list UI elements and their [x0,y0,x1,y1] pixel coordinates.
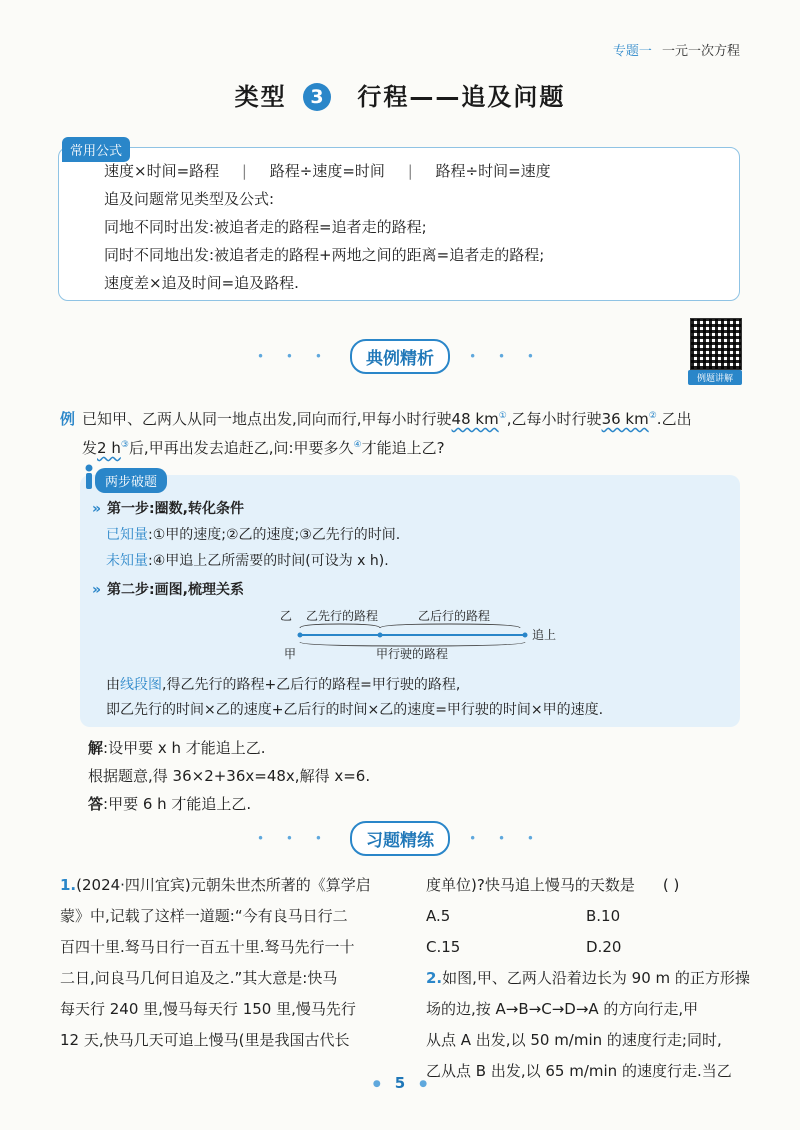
unknown-text: :④甲追上乙所需要的时间(可设为 x h). [148,553,389,569]
formula-line-5: 速度差×追及时间=追及路程. [104,274,299,292]
example-text: ,乙每小时行驶 [506,410,602,428]
options-row [426,932,756,963]
exercise-line: 二日,问良马几何日追及之.”其大意是:快马 [60,969,338,987]
relation-line-2: 即乙先行的时间×乙的速度+乙后行的时间×乙的速度=甲行驶的时间×甲的速度. [106,702,604,718]
relation-line-1 [106,674,460,694]
diagram-label-jia-path: 甲行驶的路程 [376,647,449,661]
example-text: 已知甲、乙两人从同一地点出发,同向而行,甲每小时行驶 [82,410,452,428]
exercise-line: 从点 A 出发,以 50 m/min 的速度行走;同时, [426,1031,722,1049]
segment-diagram [280,602,580,662]
known-line [106,524,400,544]
banner-dots-left: • • • [257,831,331,846]
step2-title [92,579,244,599]
exercise-line: 蒙》中,记载了这样一道题:“今有良马日行二 [60,907,348,925]
page-title [0,77,800,112]
example-text: 后,甲再出发去追赶乙,问:甲要多久 [128,439,354,457]
diagram-label-yi-later: 乙后行的路程 [418,609,491,623]
arrow-icon: » [92,501,102,517]
exercise-right-column [426,870,756,1087]
diagram-label-jia: 甲 [284,647,297,661]
separator: | [407,162,413,180]
page-number [0,1074,800,1092]
option-a[interactable]: A.5 [426,907,451,925]
exercise-line: 百四十里.驽马日行一百五十里.驽马先行一十 [60,938,355,956]
exercise-line: 乙从点 B 出发,以 65 m/min 的速度行走.当乙 [426,1062,732,1080]
exercise-line: 每天行 240 里,慢马每天行 150 里,慢马先行 [60,1000,356,1018]
arrow-icon: » [92,582,102,598]
formula-line-4: 同时不同地出发:被追者走的路程+两地之间的距离=追者走的路程; [104,246,545,264]
circled-value: 36 km [601,410,649,428]
solution-line-2: 根据题意,得 36×2+36x=48x,解得 x=6. [88,767,371,785]
brace-yi-later [380,624,520,628]
point-catch [523,633,528,638]
brace-jia [300,642,525,646]
relation-highlight: 线段图 [120,677,162,693]
option-c[interactable]: C.15 [426,938,461,956]
banner-dots-left: • • • [257,349,331,364]
banner-examples [0,339,800,374]
title-number-badge: 3 [303,83,331,111]
answer-blank[interactable]: ( ) [662,876,680,894]
option-d[interactable]: D.20 [586,938,622,956]
marker: ① [498,411,507,421]
question-number: 1. [60,876,77,894]
relation-text: 由 [106,677,120,693]
formula-line-3: 同地不同时出发:被追者走的路程=追者走的路程; [104,218,427,236]
exercise-line [60,870,395,901]
qr-code-icon[interactable] [690,318,742,370]
unknown-line [106,550,389,570]
running-head [613,40,740,59]
point-yi [378,633,383,638]
relation-text: ,得乙先行的路程+乙后行的路程=甲行驶的路程, [162,677,461,693]
exercise-text: 如图,甲、乙两人沿着边长为 90 m 的正方形操 [442,969,750,987]
solution-line-3 [88,793,251,814]
answer-label: 答 [88,795,104,813]
diagram-label-yi-first: 乙先行的路程 [306,609,379,623]
example-label: 例 [60,410,76,428]
exercise-line [426,870,756,901]
exercise-1 [60,870,395,1056]
formula-line-2: 追及问题常见类型及公式: [104,190,275,208]
point-start [298,633,303,638]
qr-label: 例题讲解 [688,370,742,385]
solution-line-1 [88,737,266,758]
banner-dots-right: • • • [469,831,543,846]
diagram-label-yi: 乙 [280,609,293,623]
known-label: 已知量 [106,527,148,543]
example-text: 发 [82,439,98,457]
options-row [426,901,756,932]
person-icon [84,464,94,490]
formula-2: 路程÷速度=时间 [269,162,385,180]
banner-dots-right: • • • [469,349,543,364]
two-step-tag: 两步破题 [95,468,167,493]
example-text: 才能追上乙? [361,439,445,457]
exercise-text: 度单位)?快马追上慢马的天数是 [426,876,635,894]
dot-icon: ● [419,1079,428,1089]
circled-value: 48 km [451,410,499,428]
example-text: .乙出 [656,410,692,428]
step2-title-text: 第二步:画图,梳理关系 [107,582,244,598]
banner-label: 典例精析 [350,339,450,374]
example-line-1 [82,408,692,429]
circled-value: 2 h [97,439,121,457]
exercise-line [426,963,756,994]
diagram-label-catch: 追上 [532,628,557,642]
title-prefix: 类型 [234,83,287,111]
exercise-line: 12 天,快马几天可追上慢马(里是我国古代长 [60,1031,350,1049]
solution-text: :设甲要 x h 才能追上乙. [103,739,266,757]
banner-exercises [0,821,800,856]
separator: | [241,162,247,180]
formula-3: 路程÷时间=速度 [435,162,551,180]
subject-label: 一元一次方程 [661,44,740,59]
option-b[interactable]: B.10 [586,907,621,925]
formula-line-1 [104,160,551,181]
answer-text: :甲要 6 h 才能追上乙. [103,795,252,813]
unknown-label: 未知量 [106,553,148,569]
solution-label: 解 [88,739,104,757]
formula-1: 速度×时间=路程 [104,162,220,180]
banner-label: 习题精练 [350,821,450,856]
marker: ④ [353,440,362,450]
dot-icon: ● [372,1079,381,1089]
question-number: 2. [426,969,443,987]
marker: ③ [120,440,129,450]
exercise-text: (2024·四川宜宾)元朝朱世杰所著的《算学启 [76,876,371,894]
step1-title-text: 第一步:圈数,转化条件 [107,501,244,517]
marker: ② [648,411,657,421]
exercise-line: 场的边,按 A→B→C→D→A 的方向行走,甲 [426,1000,699,1018]
brace-yi-first [300,624,380,628]
page-number-text: 5 [394,1074,406,1092]
formula-tag: 常用公式 [62,137,130,162]
step1-title [92,498,244,518]
example-line-2 [82,437,445,458]
topic-label: 专题一 [612,44,652,59]
title-text: 行程——追及问题 [357,83,566,111]
known-text: :①甲的速度;②乙的速度;③乙先行的时间. [148,527,401,543]
